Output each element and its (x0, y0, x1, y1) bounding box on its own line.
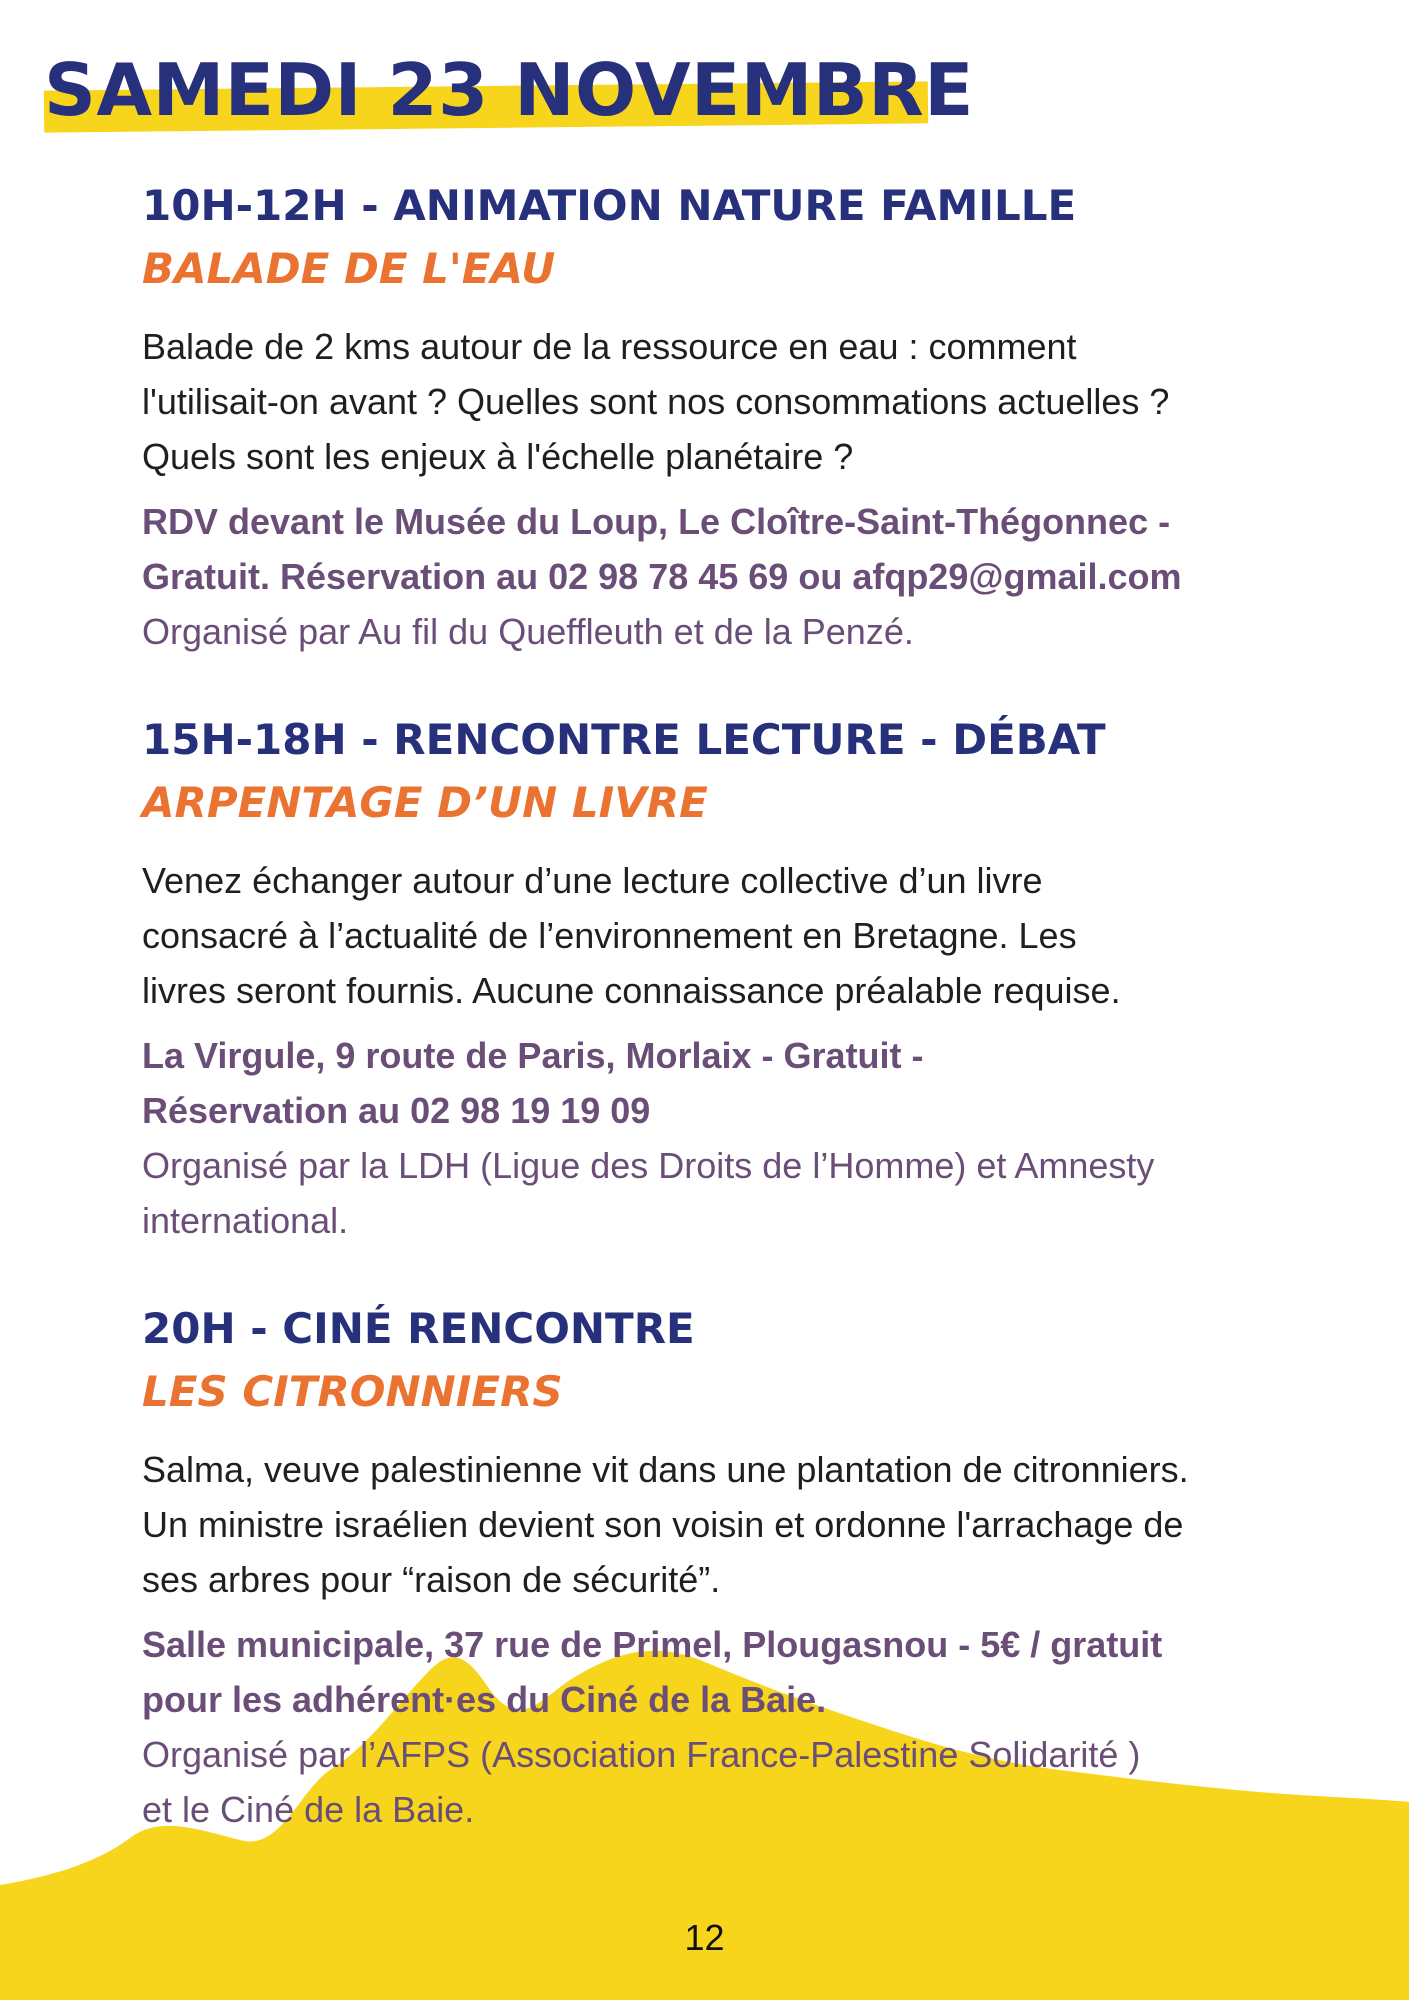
details-line: Salle municipale, 37 rue de Primel, Plougasnou - 5€ / gratuit (142, 1624, 1163, 1665)
description-line: l'utilisait-on avant ? Quelles sont nos consommations actuelles ? (142, 381, 1170, 422)
description-line: Venez échanger autour d’une lecture collective d’un livre (142, 860, 1043, 901)
event-organizer (142, 1727, 1302, 1837)
organizer-line: et le Ciné de la Baie. (142, 1789, 475, 1830)
event-organizer (142, 604, 1302, 659)
event-nature-walk (142, 175, 1302, 659)
events-list (142, 175, 1302, 1887)
description-line: Un ministre israélien devient son voisin et ordonne l'arrachage de (142, 1504, 1184, 1545)
description-line: Salma, veuve palestinienne vit dans une plantation de citronniers. (142, 1449, 1189, 1490)
page-number: 12 (684, 1917, 725, 1958)
organizer-line: international. (142, 1200, 349, 1241)
event-subtitle: ARPENTAGE D’UN LIVRE (142, 778, 708, 827)
description-line: consacré à l’actualité de l’environnement en Bretagne. Les (142, 915, 1077, 956)
event-details (142, 1617, 1302, 1727)
organizer-line: Organisé par Au fil du Queffleuth et de la Penzé. (142, 611, 914, 652)
event-subtitle: LES CITRONNIERS (142, 1367, 563, 1416)
organizer-line: Organisé par la LDH (Ligue des Droits de l’Homme) et Amnesty (142, 1145, 1155, 1186)
details-line: pour les adhérent·es du Ciné de la Baie. (142, 1679, 827, 1720)
page-header (44, 46, 974, 136)
event-heading: 20H - CINÉ RENCONTRE (142, 1304, 695, 1353)
event-description (142, 1442, 1302, 1607)
event-film-screening (142, 1298, 1302, 1837)
description-line: Balade de 2 kms autour de la ressource en eau : comment (142, 326, 1077, 367)
event-organizer (142, 1138, 1302, 1248)
event-description (142, 853, 1302, 1018)
description-line: livres seront fournis. Aucune connaissance préalable requise. (142, 970, 1121, 1011)
details-line: La Virgule, 9 route de Paris, Morlaix - Gratuit - (142, 1035, 924, 1076)
details-line: Gratuit. Réservation au 02 98 78 45 69 ou afqp29@gmail.com (142, 556, 1182, 597)
description-line: Quels sont les enjeux à l'échelle planétaire ? (142, 436, 854, 477)
details-line: RDV devant le Musée du Loup, Le Cloître-Saint-Thégonnec - (142, 501, 1171, 542)
organizer-line: Organisé par l’AFPS (Association France-Palestine Solidarité ) (142, 1734, 1141, 1775)
event-heading: 10H-12H - ANIMATION NATURE FAMILLE (142, 181, 1077, 230)
page-title: SAMEDI 23 NOVEMBRE (44, 48, 974, 132)
event-heading: 15H-18H - RENCONTRE LECTURE - DÉBAT (142, 715, 1106, 764)
description-line: ses arbres pour “raison de sécurité”. (142, 1559, 721, 1600)
event-details (142, 494, 1302, 604)
event-book-reading (142, 709, 1302, 1248)
event-subtitle: BALADE DE L'EAU (142, 244, 556, 293)
event-details (142, 1028, 1302, 1138)
event-description (142, 319, 1302, 484)
details-line: Réservation au 02 98 19 19 09 (142, 1090, 651, 1131)
